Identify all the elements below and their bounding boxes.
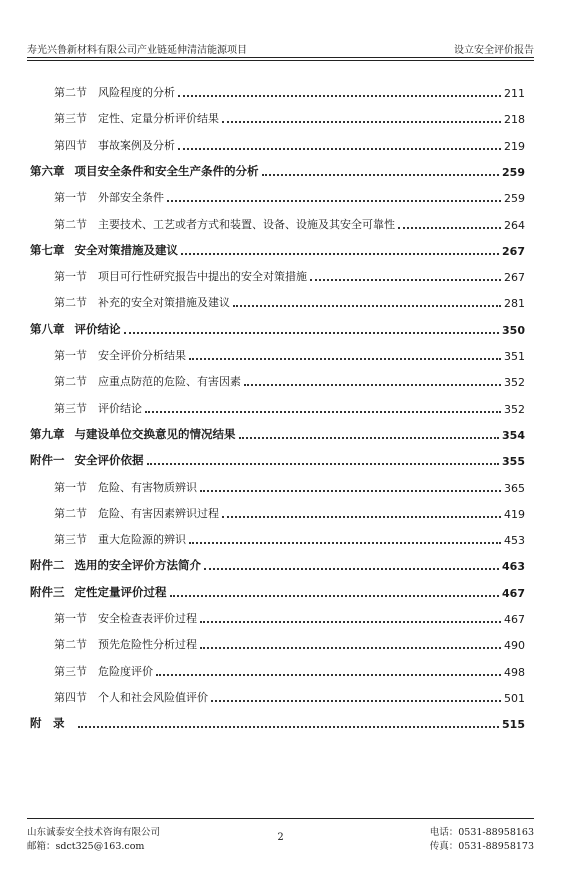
toc-dot-leader	[124, 332, 500, 334]
toc-section-entry[interactable]	[0, 479, 561, 495]
toc-entry-title	[54, 216, 395, 232]
toc-entry-number: 第三节	[54, 664, 87, 678]
toc-entry-label: 补充的安全对策措施及建议	[98, 296, 230, 310]
toc-section-entry[interactable]	[0, 636, 561, 652]
toc-dot-leader	[239, 437, 500, 439]
toc-entry-label: 定性、定量分析评价结果	[98, 112, 219, 126]
toc-entry-number: 第二节	[54, 86, 87, 99]
toc-section-entry[interactable]	[0, 400, 561, 416]
toc-section-entry[interactable]	[0, 663, 561, 679]
toc-entry-label: 选用的安全评价方法简介	[74, 558, 201, 573]
toc-dot-leader	[170, 595, 500, 597]
header-project-title: 寿光兴鲁新材料有限公司产业链延伸清洁能源项目	[27, 45, 247, 56]
toc-entry-number: 附件二	[30, 558, 65, 573]
toc-dot-leader	[147, 463, 500, 465]
toc-entry-title	[54, 663, 153, 679]
toc-entry-title	[54, 505, 219, 521]
toc-entry-number: 第四节	[54, 690, 87, 704]
toc-page-number: 350	[502, 323, 525, 337]
toc-entry-label: 个人和社会风险值评价	[98, 690, 208, 704]
toc-entry-title	[30, 163, 259, 179]
toc-section-entry[interactable]	[0, 84, 561, 100]
toc-entry-number: 第三节	[54, 533, 87, 547]
toc-page-number: 515	[502, 718, 525, 732]
footer-phone: 电话：0531-88958163	[429, 827, 534, 838]
toc-entry-label: 与建设单位交换意见的情况结果	[74, 426, 236, 441]
toc-chapter-entry[interactable]	[0, 584, 561, 600]
toc-entry-number: 第一节	[54, 612, 87, 625]
toc-dot-leader	[145, 411, 501, 413]
toc-section-entry[interactable]	[0, 294, 561, 310]
toc-page-number: 352	[504, 376, 525, 390]
toc-dot-leader	[200, 490, 501, 492]
toc-entry-number: 第一节	[54, 349, 87, 362]
toc-entry-label: 评价结论	[98, 401, 142, 415]
toc-dot-leader	[189, 542, 501, 544]
toc-entry-label: 危险度评价	[98, 664, 153, 678]
toc-section-entry[interactable]	[0, 110, 561, 126]
toc-dot-leader	[222, 121, 501, 123]
toc-entry-label: 定性定量评价过程	[74, 584, 167, 599]
toc-entry-number: 第八章	[30, 321, 65, 336]
toc-chapter-entry[interactable]	[0, 426, 561, 442]
toc-entry-title	[54, 373, 241, 389]
toc-dot-leader	[233, 305, 501, 307]
toc-dot-leader	[262, 174, 500, 176]
toc-chapter-entry[interactable]	[0, 452, 561, 468]
toc-entry-title	[54, 189, 164, 205]
toc-entry-number: 附 录	[30, 716, 65, 731]
toc-entry-number: 第一节	[54, 191, 87, 205]
toc-entry-title	[54, 610, 197, 626]
toc-chapter-entry[interactable]	[0, 321, 561, 337]
toc-entry-label: 风险程度的分析	[98, 86, 175, 99]
toc-section-entry[interactable]	[0, 373, 561, 389]
toc-dot-leader	[204, 568, 499, 570]
toc-entry-label: 安全对策措施及建议	[74, 242, 178, 257]
toc-entry-number: 第三节	[54, 112, 87, 126]
toc-page-number: 354	[502, 428, 525, 442]
toc-entry-title	[54, 347, 186, 363]
toc-entry-title	[54, 531, 186, 547]
toc-entry-number: 第七章	[30, 242, 65, 257]
toc-entry-number: 附件一	[30, 453, 65, 468]
toc-dot-leader	[181, 253, 499, 255]
toc-section-entry[interactable]	[0, 268, 561, 284]
toc-chapter-entry[interactable]	[0, 557, 561, 573]
toc-entry-title	[54, 268, 307, 284]
toc-chapter-entry[interactable]	[0, 163, 561, 179]
toc-page-number: 365	[504, 481, 525, 495]
toc-section-entry[interactable]	[0, 347, 561, 363]
toc-dot-leader	[211, 700, 501, 702]
toc-page-number: 498	[504, 665, 525, 679]
toc-entry-label: 重大危险源的辨识	[98, 533, 186, 547]
toc-page-number: 211	[504, 87, 525, 100]
toc-entry-number: 第六章	[30, 163, 65, 178]
toc-page-number: 259	[502, 165, 525, 179]
toc-page-number: 501	[504, 691, 525, 705]
toc-entry-number: 附件三	[30, 584, 65, 599]
footer-email: 邮箱：sdct325@163.com	[27, 841, 145, 852]
toc-entry-title	[30, 426, 236, 442]
toc-entry-label: 安全评价依据	[74, 453, 144, 468]
toc-entry-title	[54, 84, 175, 100]
toc-page-number: 259	[504, 192, 525, 206]
toc-entry-label: 主要技术、工艺或者方式和装置、设备、设施及其安全可靠性	[98, 217, 395, 231]
toc-section-entry[interactable]	[0, 531, 561, 547]
toc-page-number: 467	[502, 586, 525, 600]
toc-entry-title	[54, 479, 197, 495]
toc-entry-number: 第二节	[54, 506, 87, 520]
toc-page-number: 267	[504, 271, 525, 285]
toc-entry-title	[54, 689, 208, 705]
toc-entry-label: 外部安全条件	[98, 191, 164, 205]
toc-page-number: 264	[504, 218, 525, 232]
toc-page-number: 355	[502, 455, 525, 469]
toc-entry-title	[54, 137, 175, 153]
toc-entry-label: 安全评价分析结果	[98, 349, 186, 362]
page-footer	[27, 818, 534, 858]
toc-chapter-entry[interactable]	[0, 715, 561, 731]
toc-dot-leader	[200, 647, 501, 649]
toc-page-number: 490	[504, 639, 525, 653]
toc-page-number: 218	[504, 113, 525, 127]
toc-entry-title	[30, 584, 167, 600]
toc-entry-label: 危险、有害物质辨识	[98, 480, 197, 494]
toc-entry-title	[54, 110, 219, 126]
toc-entry-label: 评价结论	[74, 321, 121, 336]
toc-entry-title	[54, 400, 142, 416]
toc-dot-leader	[310, 279, 501, 281]
toc-page-number: 419	[504, 507, 525, 521]
toc-page-number: 453	[504, 534, 525, 548]
toc-entry-label: 应重点防范的危险、有害因素	[98, 375, 241, 389]
footer-rule	[27, 818, 534, 819]
toc-entry-label: 项目安全条件和安全生产条件的分析	[74, 163, 259, 178]
toc-page-number: 351	[504, 350, 525, 363]
toc-entry-label: 项目可行性研究报告中提出的安全对策措施	[98, 270, 307, 284]
toc-section-entry[interactable]	[0, 189, 561, 205]
footer-fax: 传真：0531-88958173	[429, 841, 534, 852]
toc-entry-title	[54, 636, 197, 652]
toc-page-number: 267	[502, 244, 525, 258]
page-number: 2	[277, 832, 284, 843]
toc-entry-number: 第二节	[54, 638, 87, 652]
toc-entry-label: 危险、有害因素辨识过程	[98, 506, 219, 520]
toc-dot-leader	[222, 516, 501, 518]
toc-dot-leader	[178, 95, 501, 97]
toc-entry-number: 第三节	[54, 401, 87, 415]
toc-dot-leader	[178, 148, 501, 150]
toc-section-entry[interactable]	[0, 689, 561, 705]
toc-section-entry[interactable]	[0, 216, 561, 232]
toc-entry-number: 第一节	[54, 480, 87, 494]
toc-entry-number: 第二节	[54, 217, 87, 231]
toc-dot-leader	[167, 200, 501, 202]
toc-page-number: 219	[504, 139, 525, 153]
toc-entry-label: 事故案例及分析	[98, 138, 175, 152]
toc-entry-number: 第二节	[54, 375, 87, 389]
toc-entry-title	[30, 321, 121, 337]
toc-section-entry[interactable]	[0, 137, 561, 153]
header-report-title: 设立安全评价报告	[454, 45, 534, 56]
toc-dot-leader	[189, 358, 501, 360]
toc-section-entry[interactable]	[0, 610, 561, 626]
toc-dot-leader	[156, 674, 501, 676]
footer-company: 山东诚泰安全技术咨询有限公司	[27, 827, 161, 838]
toc-page-number: 352	[504, 402, 525, 416]
toc-entry-title	[54, 294, 230, 310]
toc-section-entry[interactable]	[0, 505, 561, 521]
toc-entry-label: 预先危险性分析过程	[98, 638, 197, 652]
toc-chapter-entry[interactable]	[0, 242, 561, 258]
toc-entry-number: 第四节	[54, 138, 87, 152]
toc-entry-title	[30, 242, 178, 258]
toc-entry-number: 第九章	[30, 426, 65, 441]
toc-entry-number: 第二节	[54, 296, 87, 310]
toc-dot-leader	[244, 384, 501, 386]
toc-dot-leader	[78, 726, 500, 728]
toc-dot-leader	[200, 621, 501, 623]
toc-page-number: 463	[502, 560, 525, 574]
toc-entry-title	[30, 557, 201, 573]
toc-entry-number: 第一节	[54, 270, 87, 284]
toc-entry-title	[30, 452, 144, 468]
toc-entry-label: 安全检查表评价过程	[98, 612, 197, 625]
toc-entry-title	[30, 715, 75, 731]
toc-page-number: 467	[504, 613, 525, 626]
toc-dot-leader	[398, 227, 501, 229]
toc-page-number: 281	[504, 297, 525, 311]
